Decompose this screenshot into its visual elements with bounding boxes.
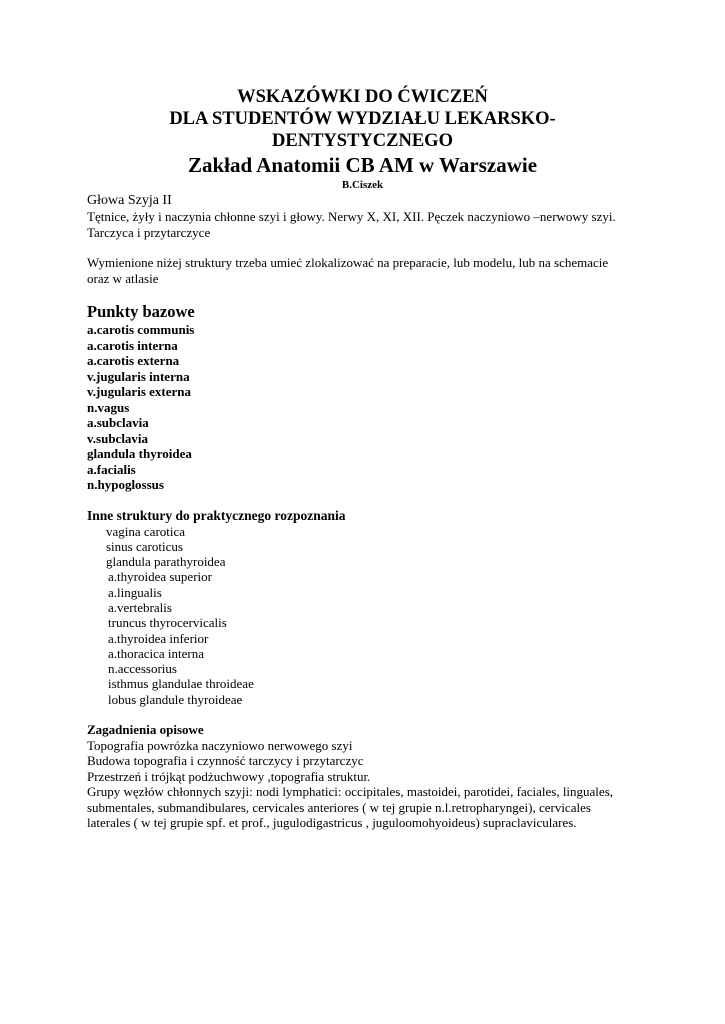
descriptive-line: Grupy węzłów chłonnych szyji: nodi lymphatici: occipitales, mastoidei, parotidei, faciales, linguales, xyxy=(87,784,613,800)
list-item: a.thyroidea superior xyxy=(108,569,212,585)
topic-description-line-1: Tętnice, żyły i naczynia chłonne szyi i głowy. Nerwy X, XI, XII. Pęczek naczyniowo –nerwowy szyi. xyxy=(87,209,616,224)
document-body xyxy=(87,192,667,831)
list-item: sinus caroticus xyxy=(106,538,183,554)
list-item: n.accessorius xyxy=(108,661,177,677)
spacer xyxy=(87,493,667,508)
descriptive-line: submentales, submandibulares, cervicales anteriores ( w tej grupie n.l.retropharyngei), cervicales xyxy=(87,799,591,815)
title-line-1: WSKAZÓWKI DO ĆWICZEŃ xyxy=(237,87,488,107)
list-item: a.subclavia xyxy=(87,415,149,430)
list-item: n.hypoglossus xyxy=(87,477,164,492)
author: B.Ciszek xyxy=(341,179,384,191)
spacer xyxy=(87,707,667,722)
department-title: Zakład Anatomii CB AM w Warszawie xyxy=(187,153,538,177)
title-line-2: DLA STUDENTÓW WYDZIAŁU LEKARSKO- xyxy=(169,109,556,129)
list-item: truncus thyrocervicalis xyxy=(108,615,227,631)
descriptive-line: Budowa topografia i czynność tarczycy i przytarczyc xyxy=(87,753,364,769)
list-item: n.vagus xyxy=(87,399,130,415)
list-item: a.facialis xyxy=(87,461,136,477)
topic-description-line-2: Tarczyca i przytarczyce xyxy=(87,224,211,240)
note-line-2: oraz w atlasie xyxy=(87,270,159,286)
descriptive-line: laterales ( w tej grupie spf. et prof., jugulodigastricus , juguloomohyoideus) supraclaviculares. xyxy=(87,815,577,831)
list-item: vagina carotica xyxy=(106,523,186,539)
base-points-heading: Punkty bazowe xyxy=(87,302,195,321)
other-structures-heading: Inne struktury do praktycznego rozpoznania xyxy=(87,507,346,523)
descriptive-line: Topografia powrózka naczyniowo nerwowego szyi xyxy=(87,737,353,753)
list-item: a.thyroidea inferior xyxy=(108,630,209,646)
list-item: a.lingualis xyxy=(108,584,162,600)
descriptive-topics-heading: Zagadnienia opisowe xyxy=(87,722,204,738)
list-item: v.jugularis externa xyxy=(87,384,191,399)
list-item: v.jugularis interna xyxy=(87,368,190,384)
base-points-list xyxy=(87,322,667,493)
topic-title: Głowa Szyja II xyxy=(87,193,172,208)
list-item: a.carotis interna xyxy=(87,337,178,353)
list-item: a.carotis externa xyxy=(87,353,180,368)
list-item: lobus glandule thyroideae xyxy=(108,691,243,707)
document-header xyxy=(0,86,725,192)
descriptive-line: Przestrzeń i trójkąt podżuchwowy ,topografia struktur. xyxy=(87,768,371,784)
list-item: a.thoracica interna xyxy=(108,645,204,661)
list-item: a.vertebralis xyxy=(108,599,172,615)
list-item: glandula thyroidea xyxy=(87,446,192,461)
note-line-1: Wymienione niżej struktury trzeba umieć zlokalizować na preparacie, lub modelu, lub na schemacie xyxy=(87,255,609,270)
other-structures-list xyxy=(87,524,667,708)
list-item: a.carotis communis xyxy=(87,322,195,337)
list-item: glandula parathyroidea xyxy=(106,554,226,570)
list-item: v.subclavia xyxy=(87,430,149,446)
spacer xyxy=(87,286,667,302)
spacer xyxy=(87,240,667,255)
title-line-3: DENTYSTYCZNEGO xyxy=(272,131,453,151)
list-item: isthmus glandulae throideae xyxy=(108,676,254,692)
